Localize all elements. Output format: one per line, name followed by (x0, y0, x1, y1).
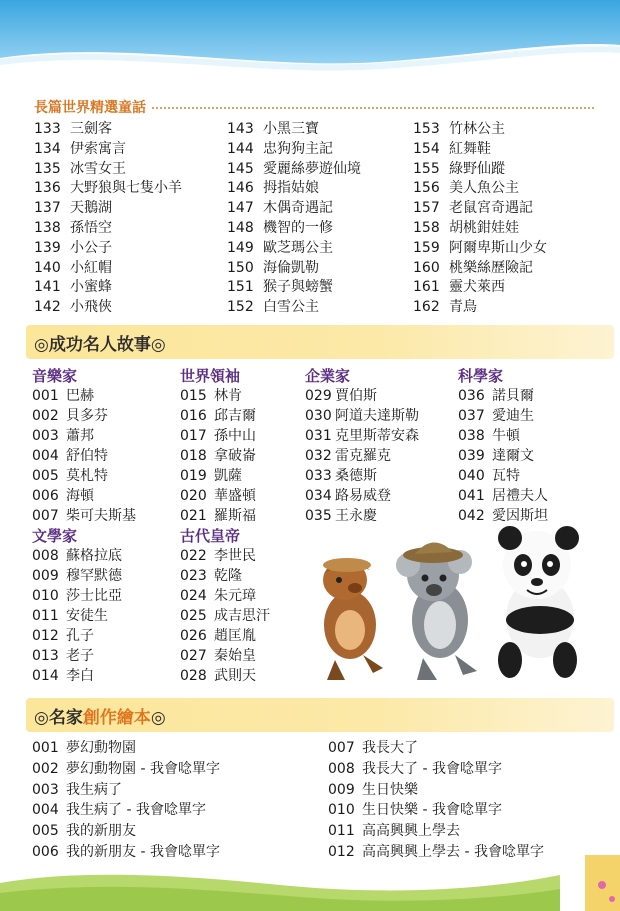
item-number: 010 (32, 588, 59, 604)
category-leaders: 世界領袖 (180, 367, 241, 385)
story-list-item (227, 140, 417, 160)
item-number: 002 (32, 408, 59, 424)
person-list-item (458, 486, 608, 506)
picture-books-title-highlight: 創作繪本 (82, 708, 151, 728)
person-list-item (180, 626, 310, 646)
item-number: 012 (328, 843, 355, 860)
item-number: 160 (413, 259, 440, 276)
item-title: 愛因斯坦 (492, 508, 548, 524)
item-number: 140 (34, 259, 61, 276)
long-stories-column-3 (413, 120, 613, 318)
item-title: 趙匡胤 (214, 628, 256, 644)
book-list-item (32, 759, 322, 780)
item-title: 安徒生 (66, 608, 108, 624)
item-number: 005 (32, 468, 59, 484)
item-title: 王永慶 (335, 508, 377, 524)
item-title: 我的新朋友 (66, 823, 136, 840)
book-list-item (32, 800, 322, 821)
book-list-item (328, 759, 613, 780)
person-list-item (458, 386, 608, 406)
item-title: 莫札特 (66, 468, 108, 484)
item-number: 146 (227, 180, 254, 197)
story-list-item (34, 298, 224, 318)
person-list-item (180, 646, 310, 666)
item-title: 桑德斯 (335, 468, 377, 484)
story-list-item (413, 140, 613, 160)
long-stories-column-2 (227, 120, 417, 318)
item-title: 桃樂絲歷險記 (449, 259, 533, 276)
person-list-item (32, 626, 182, 646)
item-title: 三劍客 (70, 121, 112, 137)
item-number: 003 (32, 428, 59, 444)
item-number: 007 (32, 508, 59, 524)
entrepreneurs-column (305, 366, 460, 526)
item-number: 041 (458, 488, 485, 504)
item-number: 138 (34, 219, 61, 236)
item-title: 小黑三寶 (263, 121, 319, 137)
story-list-item (413, 298, 613, 318)
item-number: 137 (34, 200, 61, 217)
famous-people-banner (26, 325, 614, 359)
item-title: 穆罕默德 (66, 568, 122, 584)
item-number: 004 (32, 802, 59, 819)
item-title: 達爾文 (492, 448, 534, 464)
item-title: 諾貝爾 (492, 388, 534, 404)
person-list-item (180, 666, 310, 686)
item-number: 028 (180, 668, 207, 684)
item-number: 136 (34, 180, 61, 197)
person-list-item (305, 386, 460, 406)
person-list-item (458, 466, 608, 486)
story-list-item (34, 120, 224, 140)
long-stories-column-1 (34, 120, 224, 318)
picture-books-title (34, 703, 166, 728)
story-list-item (413, 179, 613, 199)
item-title: 居禮夫人 (492, 488, 548, 504)
person-list-item (305, 426, 460, 446)
person-list-item (180, 506, 310, 526)
item-title: 我生病了 - 我會唸單字 (66, 802, 206, 819)
item-title: 生日快樂 (362, 781, 418, 798)
person-list-item (32, 566, 182, 586)
item-number: 149 (227, 239, 254, 256)
story-list-item (34, 219, 224, 239)
item-title: 華盛頓 (214, 488, 256, 504)
item-number: 009 (328, 781, 355, 798)
item-title: 賈伯斯 (335, 388, 377, 404)
item-number: 008 (32, 548, 59, 564)
item-title: 靈犬萊西 (449, 279, 505, 296)
item-number: 159 (413, 239, 440, 256)
panda-character (498, 526, 579, 678)
story-list-item (413, 160, 613, 180)
item-number: 151 (227, 279, 254, 296)
item-title: 莎士比亞 (66, 588, 122, 604)
item-title: 成吉思汗 (214, 608, 270, 624)
picture-books-column-1 (32, 738, 322, 863)
item-number: 158 (413, 219, 440, 236)
item-number: 026 (180, 628, 207, 644)
book-list-item (328, 780, 613, 801)
item-title: 蘇格拉底 (66, 548, 122, 564)
story-list-item (227, 278, 417, 298)
dotted-divider (152, 107, 594, 109)
item-title: 武則天 (214, 668, 256, 684)
item-number: 038 (458, 428, 485, 444)
item-title: 老鼠宮奇遇記 (449, 200, 533, 217)
item-title: 雷克羅克 (335, 448, 391, 464)
person-list-item (305, 486, 460, 506)
item-title: 乾隆 (214, 568, 242, 584)
long-stories-heading (34, 97, 594, 117)
book-list-item (328, 800, 613, 821)
item-title: 木偶奇遇記 (263, 200, 333, 217)
item-title: 紅舞鞋 (449, 140, 491, 157)
item-number: 004 (32, 448, 59, 464)
book-list-item (32, 780, 322, 801)
item-title: 小蜜蜂 (70, 279, 112, 296)
item-number: 016 (180, 408, 207, 424)
item-title: 海頓 (66, 488, 94, 504)
person-list-item (180, 426, 310, 446)
book-list-item (328, 821, 613, 842)
story-list-item (227, 179, 417, 199)
item-number: 005 (32, 823, 59, 840)
item-number: 012 (32, 628, 59, 644)
item-number: 032 (305, 448, 332, 464)
item-number: 154 (413, 140, 440, 157)
beaver-character (323, 558, 383, 680)
story-list-item (34, 259, 224, 279)
item-number: 139 (34, 239, 61, 256)
item-number: 034 (305, 488, 332, 504)
item-number: 017 (180, 428, 207, 444)
item-number: 006 (32, 843, 59, 860)
item-title: 朱元璋 (214, 588, 256, 604)
person-list-item (32, 506, 182, 526)
item-number: 006 (32, 488, 59, 504)
picture-books-column-2 (328, 738, 613, 863)
item-title: 伊索寓言 (70, 140, 126, 157)
story-list-item (227, 120, 417, 140)
person-list-item (458, 406, 608, 426)
person-list-item (305, 446, 460, 466)
person-list-item (180, 546, 310, 566)
item-title: 拿破崙 (214, 448, 256, 464)
item-title: 高高興興上學去 (362, 823, 460, 840)
item-title: 小飛俠 (70, 299, 112, 316)
person-list-item (32, 426, 182, 446)
person-list-item (180, 386, 310, 406)
item-number: 018 (180, 448, 207, 464)
item-number: 153 (413, 121, 440, 137)
person-list-item (180, 466, 310, 486)
item-number: 027 (180, 648, 207, 664)
story-list-item (413, 259, 613, 279)
koala-character (396, 542, 477, 680)
item-title: 凱薩 (214, 468, 242, 484)
famous-people-title: ◎成功名人故事◎ (34, 335, 166, 355)
person-list-item (180, 406, 310, 426)
story-list-item (227, 259, 417, 279)
item-title: 拇指姑娘 (263, 180, 319, 197)
category-literature: 文學家 (32, 527, 78, 545)
person-list-item (180, 566, 310, 586)
category-emperors: 古代皇帝 (180, 527, 241, 545)
item-number: 143 (227, 121, 254, 137)
person-list-item (458, 426, 608, 446)
item-number: 011 (328, 823, 355, 840)
item-number: 010 (328, 802, 355, 819)
item-title: 青鳥 (449, 299, 477, 316)
person-list-item (305, 406, 460, 426)
person-list-item (32, 486, 182, 506)
item-number: 039 (458, 448, 485, 464)
item-number: 152 (227, 299, 254, 316)
item-title: 高高興興上學去 - 我會唸單字 (362, 843, 544, 860)
item-number: 042 (458, 508, 485, 524)
item-number: 022 (180, 548, 207, 564)
item-number: 007 (328, 740, 355, 756)
walking-animals-illustration (315, 520, 615, 690)
item-title: 邱吉爾 (214, 408, 256, 424)
item-number: 033 (305, 468, 332, 484)
item-title: 海倫凱勒 (263, 259, 319, 276)
item-number: 134 (34, 140, 61, 157)
item-number: 003 (32, 781, 59, 798)
item-title: 白雪公主 (263, 299, 319, 316)
item-title: 阿爾卑斯山少女 (449, 239, 547, 256)
person-list-item (32, 466, 182, 486)
sky-wave-decoration (0, 0, 620, 92)
music-column (32, 366, 182, 686)
person-list-item (32, 386, 182, 406)
item-number: 150 (227, 259, 254, 276)
picture-books-title-suffix: ◎ (150, 708, 166, 728)
story-list-item (34, 199, 224, 219)
picture-books-title-prefix: ◎名家 (34, 708, 83, 728)
item-title: 生日快樂 - 我會唸單字 (362, 802, 502, 819)
item-number: 008 (328, 760, 355, 777)
item-number: 013 (32, 648, 59, 664)
item-title: 貝多芬 (66, 408, 108, 424)
story-list-item (34, 160, 224, 180)
item-title: 羅斯福 (214, 508, 256, 524)
item-number: 142 (34, 299, 61, 316)
item-number: 135 (34, 160, 61, 177)
book-list-item (32, 821, 322, 842)
item-number: 144 (227, 140, 254, 157)
picture-books-banner (26, 698, 614, 732)
leaders-column (180, 366, 310, 686)
item-number: 037 (458, 408, 485, 424)
person-list-item (32, 446, 182, 466)
item-title: 李白 (66, 668, 94, 684)
item-title: 蕭邦 (66, 428, 94, 444)
item-title: 孫悟空 (70, 219, 112, 236)
scientists-column (458, 366, 608, 526)
item-title: 大野狼與七隻小羊 (70, 180, 182, 197)
item-number: 035 (305, 508, 332, 524)
item-number: 023 (180, 568, 207, 584)
story-list-item (227, 199, 417, 219)
item-number: 145 (227, 160, 254, 177)
item-title: 我長大了 (362, 740, 418, 756)
item-title: 路易威登 (335, 488, 391, 504)
item-number: 011 (32, 608, 59, 624)
item-title: 夢幻動物園 (66, 740, 136, 756)
story-list-item (227, 239, 417, 259)
item-title: 瓦特 (492, 468, 520, 484)
person-list-item (32, 586, 182, 606)
item-number: 014 (32, 668, 59, 684)
grass-decoration (0, 855, 620, 911)
item-title: 小公子 (70, 239, 112, 256)
item-number: 157 (413, 200, 440, 217)
story-list-item (413, 239, 613, 259)
category-scientists: 科學家 (458, 367, 504, 385)
item-number: 009 (32, 568, 59, 584)
item-number: 036 (458, 388, 485, 404)
item-number: 020 (180, 488, 207, 504)
person-list-item (32, 646, 182, 666)
category-music: 音樂家 (32, 367, 78, 385)
item-number: 162 (413, 299, 440, 316)
item-number: 156 (413, 180, 440, 197)
person-list-item (32, 666, 182, 686)
item-title: 我的新朋友 - 我會唸單字 (66, 843, 220, 860)
item-number: 021 (180, 508, 207, 524)
person-list-item (32, 546, 182, 566)
item-number: 141 (34, 279, 61, 296)
item-number: 025 (180, 608, 207, 624)
person-list-item (180, 586, 310, 606)
item-number: 019 (180, 468, 207, 484)
story-list-item (34, 140, 224, 160)
item-title: 柴可夫斯基 (66, 508, 136, 524)
story-list-item (413, 219, 613, 239)
item-title: 愛迪生 (492, 408, 534, 424)
item-title: 夢幻動物園 - 我會唸單字 (66, 760, 220, 777)
long-stories-title: 長篇世界精選童話 (34, 100, 146, 116)
item-number: 030 (305, 408, 332, 424)
story-list-item (34, 179, 224, 199)
story-list-item (413, 120, 613, 140)
story-list-item (413, 278, 613, 298)
item-title: 孫中山 (214, 428, 256, 444)
item-number: 024 (180, 588, 207, 604)
person-list-item (32, 606, 182, 626)
item-title: 牛頓 (492, 428, 520, 444)
item-number: 147 (227, 200, 254, 217)
item-number: 015 (180, 388, 207, 404)
story-list-item (227, 219, 417, 239)
item-title: 克里斯蒂安森 (335, 428, 419, 444)
story-list-item (34, 278, 224, 298)
book-list-item (328, 738, 613, 759)
person-list-item (180, 606, 310, 626)
item-title: 秦始皇 (214, 648, 256, 664)
item-number: 148 (227, 219, 254, 236)
item-title: 天鵝湖 (70, 200, 112, 217)
item-title: 林肯 (214, 388, 242, 404)
item-number: 031 (305, 428, 332, 444)
item-title: 愛麗絲夢遊仙境 (263, 160, 361, 177)
item-number: 133 (34, 121, 61, 137)
item-title: 機智的一修 (263, 219, 333, 236)
story-list-item (413, 199, 613, 219)
item-title: 我長大了 - 我會唸單字 (362, 760, 502, 777)
item-title: 猴子與螃蟹 (263, 279, 333, 296)
item-number: 001 (32, 388, 59, 404)
item-number: 001 (32, 740, 59, 756)
person-list-item (458, 446, 608, 466)
story-list-item (227, 160, 417, 180)
item-title: 美人魚公主 (449, 180, 519, 197)
category-entrepreneurs: 企業家 (305, 367, 351, 385)
item-title: 李世民 (214, 548, 256, 564)
person-list-item (305, 466, 460, 486)
item-title: 竹林公主 (449, 121, 505, 137)
person-list-item (180, 486, 310, 506)
item-number: 029 (305, 388, 332, 404)
item-title: 綠野仙蹤 (449, 160, 505, 177)
item-title: 小紅帽 (70, 259, 112, 276)
item-title: 巴赫 (66, 388, 94, 404)
item-title: 忠狗狗主記 (263, 140, 333, 157)
item-number: 161 (413, 279, 440, 296)
person-list-item (180, 446, 310, 466)
item-title: 歐芝瑪公主 (263, 239, 333, 256)
story-list-item (227, 298, 417, 318)
item-number: 040 (458, 468, 485, 484)
item-title: 冰雪女王 (70, 160, 126, 177)
item-title: 舒伯特 (66, 448, 108, 464)
item-title: 我生病了 (66, 781, 122, 798)
story-list-item (34, 239, 224, 259)
item-number: 002 (32, 760, 59, 777)
item-title: 孔子 (66, 628, 94, 644)
person-list-item (32, 406, 182, 426)
item-number: 155 (413, 160, 440, 177)
item-title: 阿道夫達斯勒 (335, 408, 419, 424)
item-title: 老子 (66, 648, 94, 664)
item-title: 胡桃鉗娃娃 (449, 219, 519, 236)
book-list-item (32, 738, 322, 759)
